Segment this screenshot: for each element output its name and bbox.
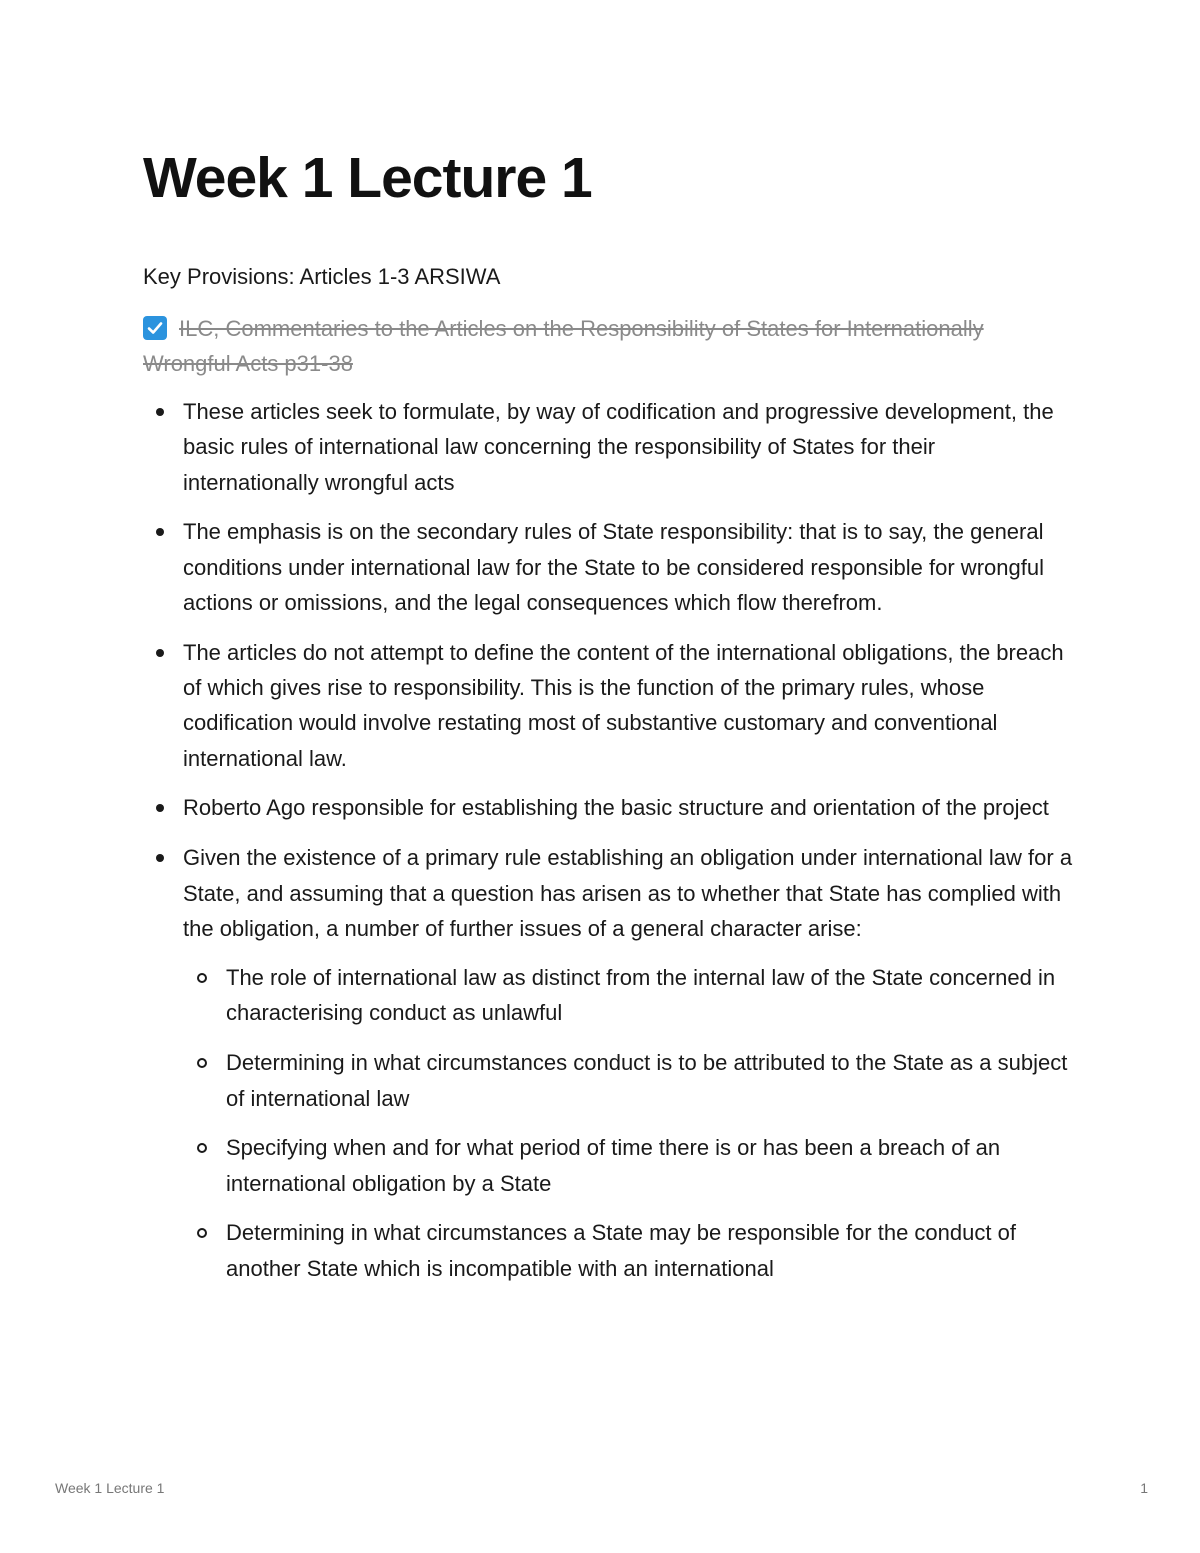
list-item-text: Roberto Ago responsible for establishing the basic structure and orientation of the project xyxy=(183,795,1049,821)
sub-list-item xyxy=(183,1215,1073,1286)
hollow-bullet xyxy=(197,1143,207,1153)
list-item xyxy=(143,840,1073,1286)
sub-bullet-list xyxy=(183,960,1073,1286)
list-item-text: These articles seek to formulate, by way of codification and progressive development, the basic rules of international law concerning the responsibility of States for their internationally wrongful acts xyxy=(183,399,1054,495)
list-item-text: The emphasis is on the secondary rules of State responsibility: that is to say, the general conditions under international law for the State to be considered responsible for wrongful actions or omissions, and the legal consequences which flow therefrom. xyxy=(183,519,1044,615)
bullet-dot xyxy=(156,804,164,812)
sub-list-item-text: Determining in what circumstances a State may be responsible for the conduct of another State which is incompatible with an international xyxy=(226,1220,1016,1281)
list-item-text: Given the existence of a primary rule establishing an obligation under international law for a State, and assuming that a question has arisen as to whether that State has complied with the obligation, a number of further issues of a general character arise: xyxy=(183,845,1073,941)
sub-list-item-text: Specifying when and for what period of time there is or has been a breach of an international obligation by a State xyxy=(226,1135,1001,1196)
todo-text: ILC, Commentaries to the Articles on the Responsibility of States for Internationally Wrongful Acts p31-38 xyxy=(143,316,984,376)
bullet-dot xyxy=(156,408,164,416)
bullet-list xyxy=(143,394,1073,1301)
sub-list-item xyxy=(183,960,1073,1031)
bullet-dot xyxy=(156,649,164,657)
sub-list-item xyxy=(183,1045,1073,1116)
hollow-bullet xyxy=(197,1058,207,1068)
key-provisions-line: Key Provisions: Articles 1-3 ARSIWA xyxy=(143,264,501,289)
hollow-bullet xyxy=(197,1228,207,1238)
footer-title: Week 1 Lecture 1 xyxy=(55,1480,165,1496)
footer-page-number: 1 xyxy=(1140,1480,1148,1496)
list-item xyxy=(143,635,1073,776)
todo-item xyxy=(143,311,1023,381)
sub-list-item xyxy=(183,1130,1073,1201)
sub-list-item-text: Determining in what circumstances conduct is to be attributed to the State as a subject of international law xyxy=(226,1050,1068,1111)
list-item xyxy=(143,514,1073,620)
bullet-dot xyxy=(156,854,164,862)
hollow-bullet xyxy=(197,973,207,983)
checked-checkbox-icon[interactable] xyxy=(143,316,167,340)
sub-list-item-text: The role of international law as distinct from the internal law of the State concerned in characterising conduct as unlawful xyxy=(226,965,1056,1026)
list-item-text: The articles do not attempt to define the content of the international obligations, the breach of which gives rise to responsibility. This is the function of the primary rules, whose codification would involve restating most of substantive customary and conventional international law. xyxy=(183,639,1064,771)
list-item xyxy=(143,790,1073,825)
bullet-dot xyxy=(156,528,164,536)
list-item xyxy=(143,394,1073,500)
page-title: Week 1 Lecture 1 xyxy=(143,146,592,210)
